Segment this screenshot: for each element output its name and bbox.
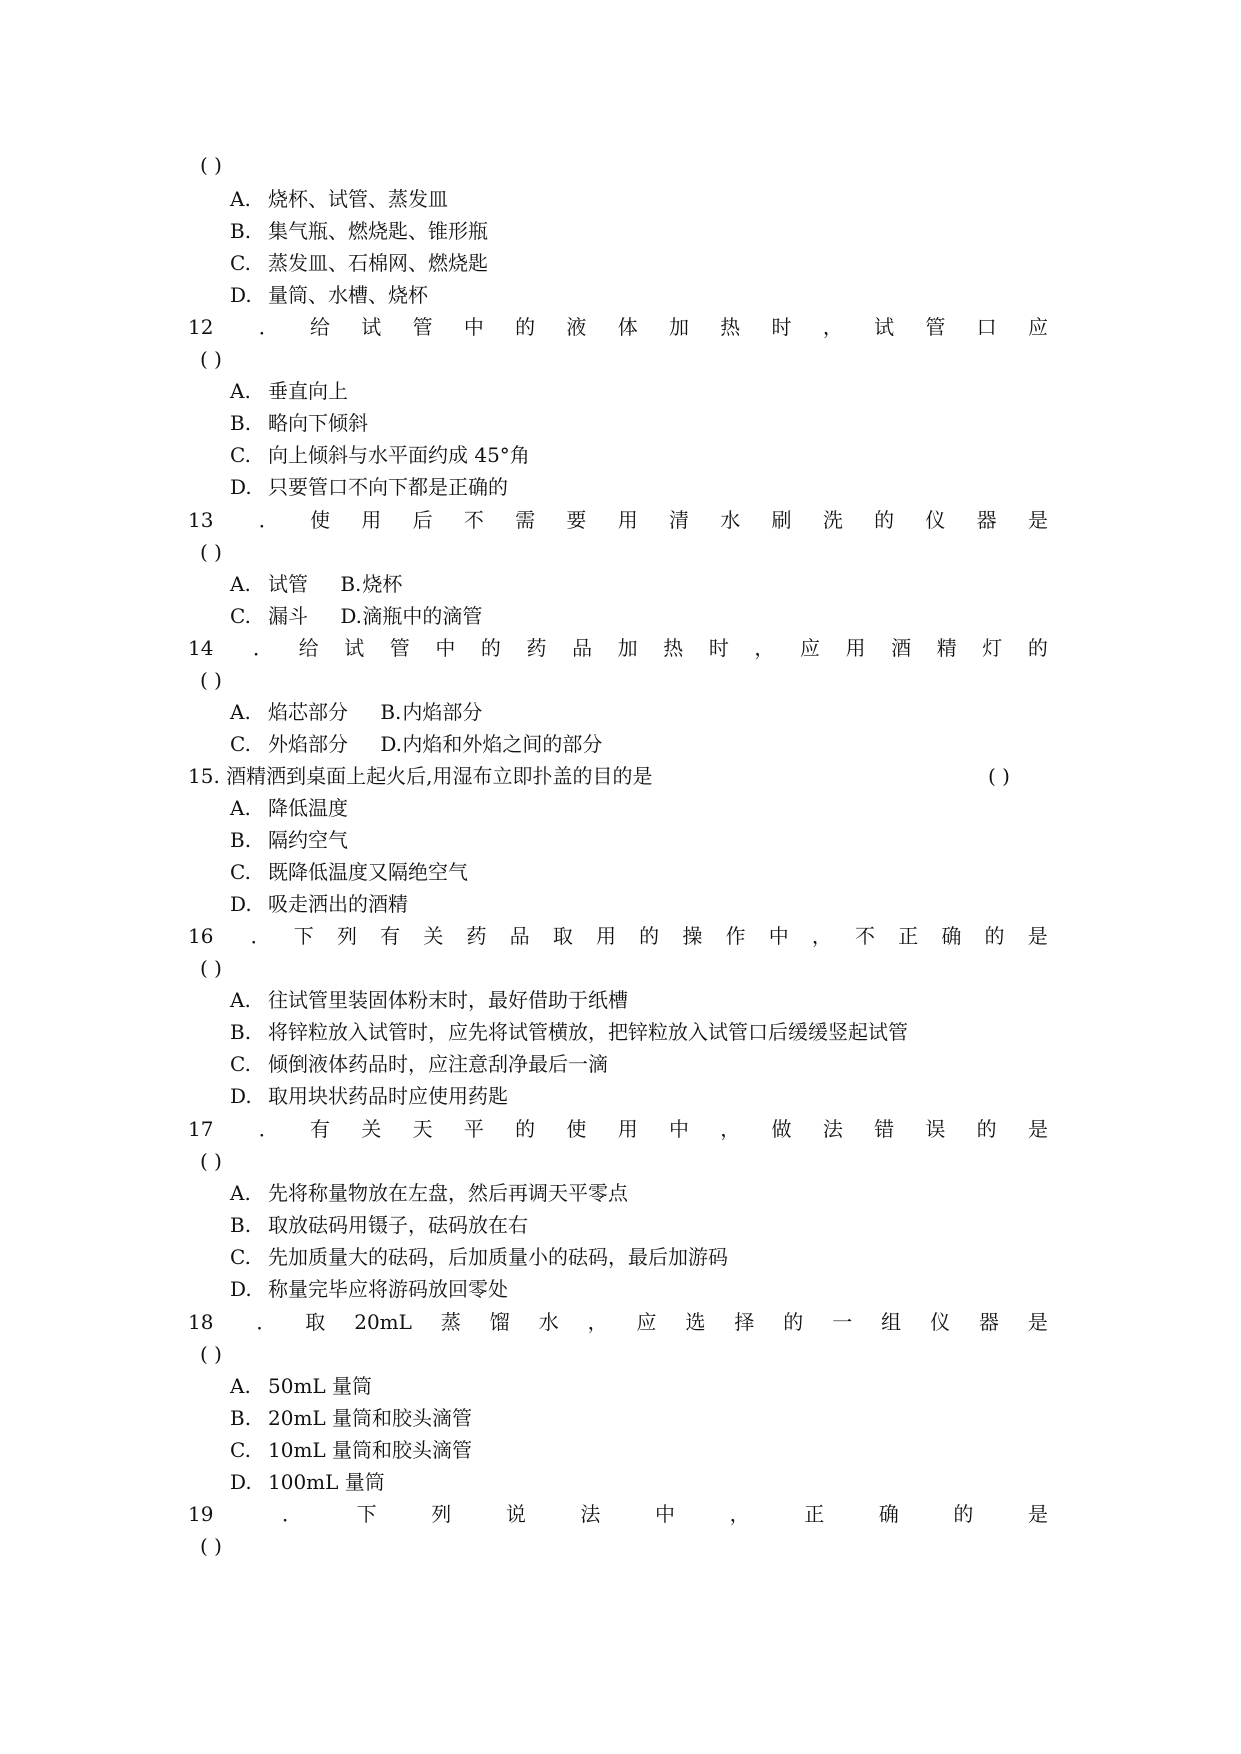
- stem-char: 下: [293, 924, 314, 948]
- stem-char: 的: [639, 924, 660, 948]
- stem-char: ．: [258, 315, 279, 339]
- stem-char: ，: [822, 315, 843, 339]
- q18-option: B. 20mL 量筒和胶头滴管: [230, 1406, 473, 1430]
- stem-char: 管: [925, 315, 946, 339]
- answer-paren-q16: ( ): [200, 956, 222, 980]
- answer-paren-q13: ( ): [200, 540, 222, 564]
- stem-char: 有: [310, 1117, 331, 1141]
- stem-char: 给: [310, 315, 331, 339]
- stem-char: 精: [936, 636, 957, 660]
- stem-char: 加: [668, 315, 689, 339]
- answer-paren-q14: ( ): [200, 668, 222, 692]
- q15-option: B. 隔约空气: [230, 828, 348, 852]
- stem-char: 是: [1027, 1117, 1048, 1141]
- stem-char: 体: [617, 315, 638, 339]
- answer-paren-q17: ( ): [200, 1149, 222, 1173]
- stem-char: 20mL: [354, 1310, 412, 1334]
- stem-char: 使: [566, 1117, 587, 1141]
- q14-options-row: C. 外焰部分 D.内焰和外焰之间的部分: [230, 732, 603, 756]
- question-14-stem: [0, 633, 1241, 663]
- stem-char: 确: [941, 924, 962, 948]
- q11-option: C. 蒸发皿、石棉网、燃烧匙: [230, 251, 488, 275]
- q16-option: C. 倾倒液体药品时，应注意刮净最后一滴: [230, 1052, 608, 1076]
- answer-paren-q15: ( ): [988, 764, 1010, 788]
- stem-char: 器: [978, 1310, 999, 1334]
- stem-char: 是: [1027, 1310, 1048, 1334]
- question-15-stem: 15. 酒精洒到桌面上起火后,用湿布立即扑盖的目的是 ( ): [0, 761, 1241, 791]
- stem-char: 取: [305, 1310, 326, 1334]
- question-number: 14: [188, 636, 214, 660]
- question-16-stem: [0, 921, 1241, 951]
- stem-char: 管: [412, 315, 433, 339]
- stem-char: ，: [754, 636, 775, 660]
- stem-char: 不: [463, 508, 484, 532]
- stem-char: 要: [566, 508, 587, 532]
- stem-char: 列: [336, 924, 357, 948]
- stem-char: 确: [878, 1502, 899, 1526]
- q12-option: C. 向上倾斜与水平面约成 45°角: [230, 443, 530, 467]
- stem-char: 需: [515, 508, 536, 532]
- stem-char: 做: [771, 1117, 792, 1141]
- q12-option: D. 只要管口不向下都是正确的: [230, 475, 508, 499]
- answer-paren-q19: ( ): [200, 1534, 222, 1558]
- stem-char: 是: [1027, 924, 1048, 948]
- stem-char: 药: [466, 924, 487, 948]
- stem-char: 的: [515, 315, 536, 339]
- question-13-stem: [0, 505, 1241, 535]
- stem-char: 平: [463, 1117, 484, 1141]
- q16-option: A. 往试管里装固体粉末时，最好借助于纸槽: [230, 988, 628, 1012]
- stem-char: 酒: [891, 636, 912, 660]
- stem-char: 仪: [925, 508, 946, 532]
- stem-char: ，: [729, 1502, 750, 1526]
- q11-option: A. 烧杯、试管、蒸发皿: [230, 187, 448, 211]
- question-number: 13: [188, 508, 214, 532]
- stem-char: 使: [310, 508, 331, 532]
- q14-options-row: A. 焰芯部分 B.内焰部分: [230, 700, 483, 724]
- stem-char: 是: [1027, 508, 1048, 532]
- q16-option: D. 取用块状药品时应使用药匙: [230, 1084, 508, 1108]
- stem-char: ．: [258, 1117, 279, 1141]
- stem-char: 口: [976, 315, 997, 339]
- question-19-stem: [0, 1499, 1241, 1529]
- q18-option: D. 100mL 量筒: [230, 1470, 385, 1494]
- question-number: 18: [188, 1310, 214, 1334]
- stem-char: 法: [580, 1502, 601, 1526]
- answer-paren-q11: ( ): [200, 153, 222, 177]
- stem-char: 用: [617, 1117, 638, 1141]
- stem-char: 器: [976, 508, 997, 532]
- q17-option: C. 先加质量大的砝码，后加质量小的砝码，最后加游码: [230, 1245, 728, 1269]
- q12-option: B. 略向下倾斜: [230, 411, 368, 435]
- stem-char: 品: [509, 924, 530, 948]
- stem-char: 作: [725, 924, 746, 948]
- stem-char: 正: [804, 1502, 825, 1526]
- stem-char: 用: [845, 636, 866, 660]
- stem-char: 品: [572, 636, 593, 660]
- stem-char: 的: [783, 1310, 804, 1334]
- stem-char: 的: [515, 1117, 536, 1141]
- stem-char: 清: [668, 508, 689, 532]
- stem-char: 后: [412, 508, 433, 532]
- q13-options-row: A. 试管 B.烧杯: [230, 572, 403, 596]
- stem-char: 时: [708, 636, 729, 660]
- stem-char: 水: [538, 1310, 559, 1334]
- stem-char: 组: [881, 1310, 902, 1334]
- stem-char: 用: [361, 508, 382, 532]
- q11-option: D. 量筒、水槽、烧杯: [230, 283, 428, 307]
- q18-option: A. 50mL 量筒: [230, 1374, 373, 1398]
- question-17-stem: [0, 1114, 1241, 1144]
- question-18-stem: [0, 1307, 1241, 1337]
- stem-char: 应: [799, 636, 820, 660]
- stem-char: 错: [874, 1117, 895, 1141]
- stem-char: 的: [480, 636, 501, 660]
- stem-char: 误: [925, 1117, 946, 1141]
- stem-char: 水: [720, 508, 741, 532]
- stem-char: 的: [984, 924, 1005, 948]
- stem-char: 的: [1027, 636, 1048, 660]
- answer-paren-q18: ( ): [200, 1342, 222, 1366]
- stem-char: 中: [768, 924, 789, 948]
- stem-char: 热: [720, 315, 741, 339]
- stem-char: 法: [822, 1117, 843, 1141]
- q17-option: A. 先将称量物放在左盘，然后再调天平零点: [230, 1181, 628, 1205]
- stem-char: 中: [668, 1117, 689, 1141]
- stem-char: 正: [898, 924, 919, 948]
- stem-char: 药: [526, 636, 547, 660]
- q18-option: C. 10mL 量筒和胶头滴管: [230, 1438, 473, 1462]
- stem-char: 热: [663, 636, 684, 660]
- stem-char: 中: [435, 636, 456, 660]
- stem-char: 天: [412, 1117, 433, 1141]
- stem-char: 馏: [489, 1310, 510, 1334]
- stem-char: 用: [596, 924, 616, 948]
- stem-char: ．: [253, 636, 274, 660]
- stem-char: ，: [587, 1310, 608, 1334]
- q12-option: A. 垂直向上: [230, 379, 348, 403]
- stem-char: 用: [617, 508, 638, 532]
- stem-char: 择: [734, 1310, 755, 1334]
- stem-char: 管: [389, 636, 410, 660]
- stem-char: ．: [256, 1310, 277, 1334]
- stem-char: ．: [258, 508, 279, 532]
- stem-char: 有: [380, 924, 401, 948]
- question-number: 19: [188, 1502, 214, 1526]
- answer-paren-q12: ( ): [200, 347, 222, 371]
- stem-char: 说: [505, 1502, 526, 1526]
- stem-char: 时: [771, 315, 792, 339]
- stem-char: 应: [636, 1310, 657, 1334]
- question-number: 12: [188, 315, 214, 339]
- q16-option: B. 将锌粒放入试管时，应先将试管横放，把锌粒放入试管口后缓缓竖起试管: [230, 1020, 908, 1044]
- stem-char: 试: [874, 315, 895, 339]
- question-12-stem: [0, 312, 1241, 342]
- stem-char: 的: [874, 508, 895, 532]
- stem-char: ．: [250, 924, 271, 948]
- stem-char: ，: [811, 924, 832, 948]
- q15-option: C. 既降低温度又隔绝空气: [230, 860, 468, 884]
- stem-char: 的: [976, 1117, 997, 1141]
- q15-option: A. 降低温度: [230, 796, 348, 820]
- stem-char: 给: [298, 636, 319, 660]
- stem-char: 试: [361, 315, 382, 339]
- q11-option: B. 集气瓶、燃烧匙、锥形瓶: [230, 219, 488, 243]
- stem-char: 中: [463, 315, 484, 339]
- stem-char: ．: [282, 1502, 303, 1526]
- stem-char: 一: [832, 1310, 853, 1334]
- q15-option: D. 吸走洒出的酒精: [230, 892, 408, 916]
- stem-char: 是: [1027, 1502, 1048, 1526]
- stem-char: 的: [953, 1502, 974, 1526]
- q17-option: B. 取放砝码用镊子，砝码放在右: [230, 1213, 528, 1237]
- question-number: 17: [188, 1117, 214, 1141]
- stem-char: 列: [431, 1502, 452, 1526]
- stem-char: 试: [344, 636, 365, 660]
- stem-char: 应: [1027, 315, 1048, 339]
- stem-char: 液: [566, 315, 587, 339]
- stem-char: 关: [423, 924, 444, 948]
- stem-char: 操: [682, 924, 703, 948]
- stem-char: 加: [617, 636, 638, 660]
- stem-char: 洗: [822, 508, 843, 532]
- stem-char: 刷: [771, 508, 792, 532]
- q13-options-row: C. 漏斗 D.滴瓶中的滴管: [230, 604, 483, 628]
- stem-char: 中: [655, 1502, 676, 1526]
- stem-char: 不: [855, 924, 876, 948]
- question-number: 16: [188, 924, 214, 948]
- stem-char: 选: [685, 1310, 706, 1334]
- stem-char: 蒸: [440, 1310, 461, 1334]
- stem-char: 仪: [930, 1310, 951, 1334]
- stem-char: 灯: [982, 636, 1003, 660]
- stem-char: 下: [356, 1502, 377, 1526]
- stem-char: 取: [552, 924, 573, 948]
- q17-option: D. 称量完毕应将游码放回零处: [230, 1277, 508, 1301]
- stem-char: ，: [720, 1117, 741, 1141]
- stem-char: 关: [361, 1117, 382, 1141]
